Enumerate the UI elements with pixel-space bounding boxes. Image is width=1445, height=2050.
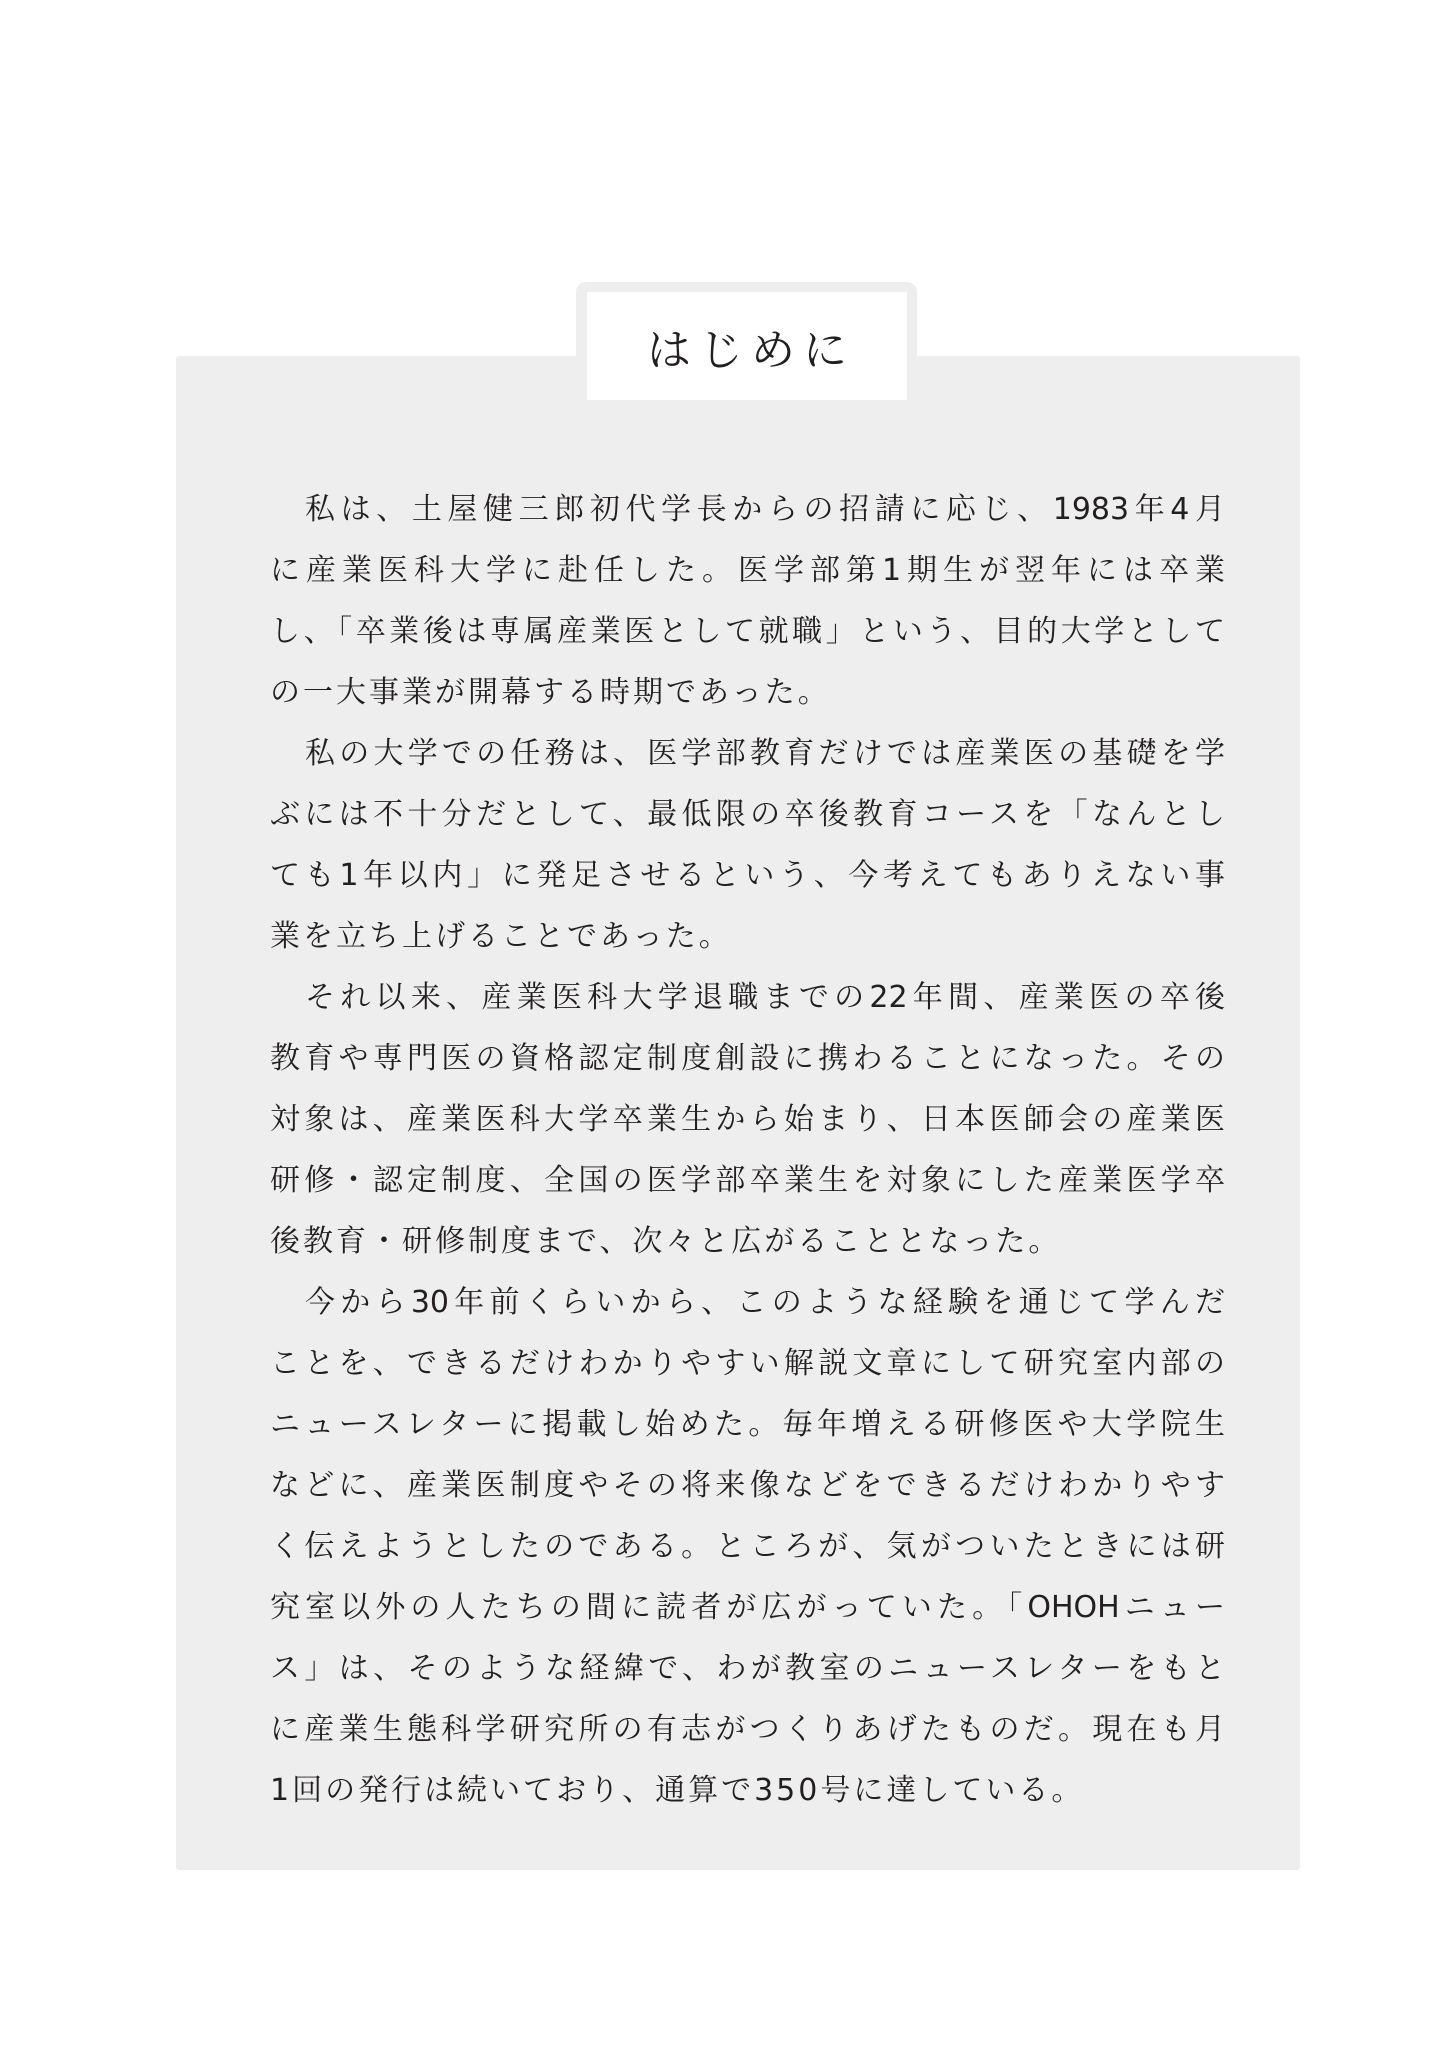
text-line: ぶには不十分だとして、最低限の卒後教育コースを「なんとし (270, 797, 1225, 832)
page-title: はじめに (647, 325, 855, 376)
body-text (270, 486, 1225, 1828)
text-line: に産業医科大学に赴任した。医学部第1期生が翌年には卒業 (270, 553, 1225, 588)
text-line: ても1年以内」に発足させるという、今考えてもありえない事 (270, 858, 1225, 893)
text-line: 教育や専門医の資格認定制度創設に携わることになった。その (270, 1041, 1225, 1076)
text-line: 今から30年前くらいから、このような経験を通じて学んだ (305, 1285, 1225, 1320)
text-line: 対象は、産業医科大学卒業生から始まり、日本医師会の産業医 (270, 1102, 1225, 1137)
text-line: 私の大学での任務は、医学部教育だけでは産業医の基礎を学 (305, 736, 1225, 771)
text-line: 業を立ち上げることであった。 (270, 919, 732, 954)
text-line: 究室以外の人たちの間に読者が広がっていた。「OHOHニュー (270, 1590, 1225, 1625)
text-line: く伝えようとしたのである。ところが、気がついたときには研 (270, 1529, 1225, 1564)
text-line: に産業生態科学研究所の有志がつくりあげたものだ。現在も月 (270, 1712, 1225, 1747)
paragraph-4 (270, 1279, 1225, 1828)
paragraph-1 (270, 486, 1225, 730)
text-line: 後教育・研修制度まで、次々と広がることとなった。 (270, 1224, 1062, 1259)
text-line: ことを、できるだけわかりやすい解説文章にして研究室内部の (270, 1346, 1225, 1381)
title-box (587, 292, 907, 400)
text-line: 私は、土屋健三郎初代学長からの招請に応じ、1983年4月 (305, 492, 1225, 527)
paragraph-3 (270, 974, 1225, 1279)
text-line: ニュースレターに掲載し始めた。毎年増える研修医や大学院生 (270, 1407, 1225, 1442)
text-line: 1回の発行は続いており、通算で350号に達している。 (270, 1773, 1085, 1808)
text-line: それ以来、産業医科大学退職までの22年間、産業医の卒後 (305, 980, 1225, 1015)
text-line: の一大事業が開幕する時期であった。 (270, 675, 831, 710)
text-line: し、「卒業後は専属産業医として就職」という、目的大学として (270, 614, 1225, 649)
paragraph-2 (270, 730, 1225, 974)
text-line: 研修・認定制度、全国の医学部卒業生を対象にした産業医学卒 (270, 1163, 1225, 1198)
text-line: などに、産業医制度やその将来像などをできるだけわかりやす (270, 1468, 1225, 1503)
text-line: ス」は、そのような経緯で、わが教室のニュースレターをもと (270, 1651, 1225, 1686)
